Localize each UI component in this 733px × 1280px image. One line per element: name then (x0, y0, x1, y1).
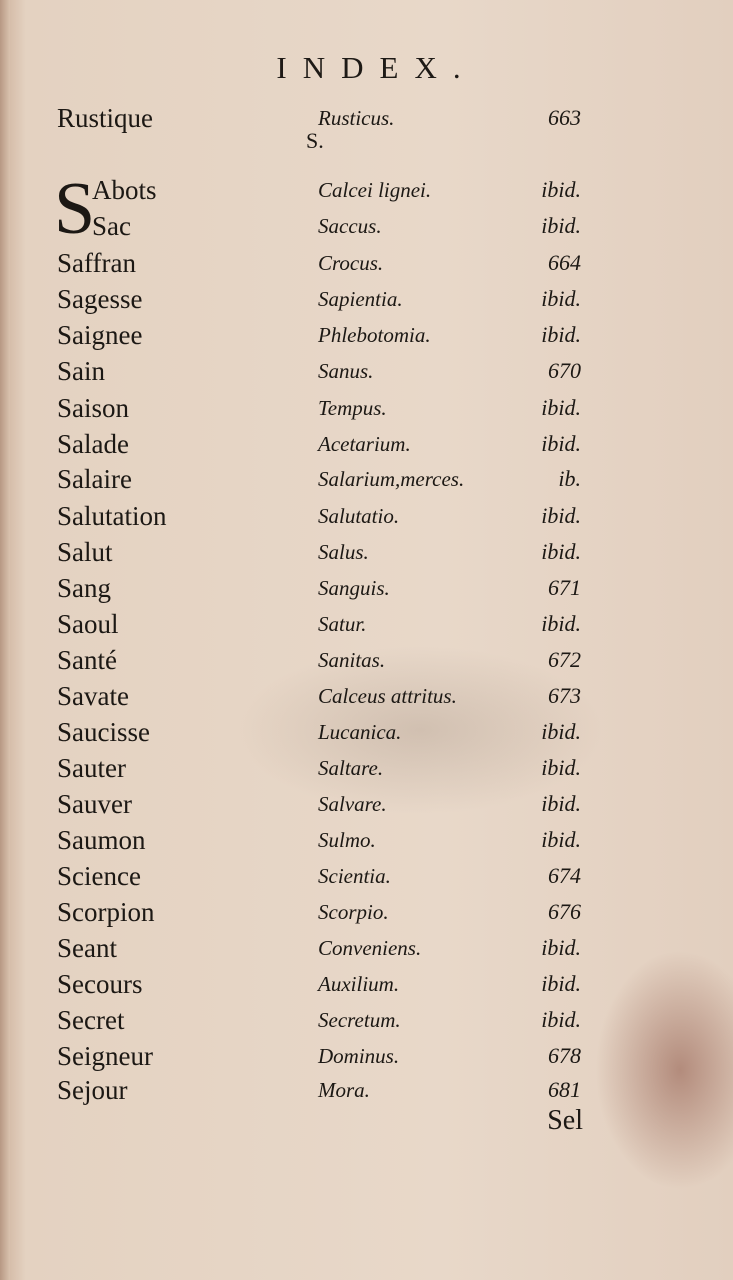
index-entry (0, 750, 733, 786)
index-entry (0, 172, 733, 208)
latin-term: Salvare. (318, 792, 387, 816)
page-reference: ibid. (541, 213, 581, 238)
page-reference: 672 (548, 647, 581, 672)
french-term: Saison (57, 393, 130, 423)
latin-term: Scientia. (318, 864, 391, 888)
latin-term: Calceus attritus. (318, 684, 457, 708)
french-term: Savate (57, 681, 129, 711)
latin-term: Tempus. (318, 396, 387, 420)
latin-term: Conveniens. (318, 936, 422, 960)
page-reference: 681 (548, 1077, 581, 1102)
page-reference: ibid. (541, 827, 581, 852)
latin-term: Sanguis. (318, 576, 390, 600)
french-term: Saoul (57, 609, 119, 639)
page-reference: 678 (548, 1043, 581, 1068)
latin-term: Sulmo. (318, 828, 376, 852)
french-term: Abots (92, 175, 157, 205)
latin-term: Lucanica. (318, 720, 402, 744)
page-reference: ibid. (541, 539, 581, 564)
index-entry (0, 606, 733, 642)
index-entry (0, 390, 733, 426)
index-entry (0, 534, 733, 570)
latin-term: Saccus. (318, 214, 382, 238)
latin-term: Sanus. (318, 359, 374, 383)
french-term: Sac (92, 211, 131, 241)
french-term: Saumon (57, 825, 146, 855)
latin-term: Satur. (318, 612, 367, 636)
index-entry (0, 281, 733, 317)
index-entry (0, 208, 733, 244)
page-reference: 676 (548, 899, 581, 924)
catchword: Sel (547, 1105, 583, 1136)
index-entry (0, 353, 733, 389)
french-term: Saignee (57, 320, 143, 350)
page-reference: ibid. (541, 177, 581, 202)
page-reference: 670 (548, 358, 581, 383)
page-reference: 673 (548, 683, 581, 708)
index-entry (0, 786, 733, 822)
french-term: Sagesse (57, 284, 143, 314)
page-reference: 663 (548, 105, 581, 130)
section-letter: S. (306, 128, 324, 153)
french-term: Salutation (57, 501, 167, 531)
index-entry (0, 714, 733, 750)
french-term: Saucisse (57, 717, 150, 747)
index-entry (0, 678, 733, 714)
page-reference: ibid. (541, 935, 581, 960)
index-entry (0, 822, 733, 858)
index-entry (0, 498, 733, 534)
index-entry (0, 894, 733, 930)
page-reference: ibid. (541, 322, 581, 347)
latin-term: Acetarium. (318, 432, 411, 456)
page-reference: 664 (548, 250, 581, 275)
latin-term: Saltare. (318, 756, 384, 780)
page-reference: ib. (558, 466, 581, 491)
page-reference: 671 (548, 575, 581, 600)
french-term: Salut (57, 537, 113, 567)
page-reference: ibid. (541, 611, 581, 636)
latin-term: Phlebotomia. (318, 323, 431, 347)
french-term: Science (57, 861, 141, 891)
latin-term: Scorpio. (318, 900, 389, 924)
french-term: Santé (57, 645, 117, 675)
page-reference: ibid. (541, 755, 581, 780)
french-term: Secours (57, 969, 143, 999)
latin-term: Crocus. (318, 251, 384, 275)
index-entry (0, 1072, 733, 1108)
index-entry (0, 930, 733, 966)
french-term: Seant (57, 933, 117, 963)
drop-cap: S (54, 168, 96, 250)
latin-term: Sapientia. (318, 287, 403, 311)
index-entry (0, 1002, 733, 1038)
page-reference: ibid. (541, 431, 581, 456)
index-entry (0, 642, 733, 678)
latin-term: Salarium,merces. (318, 467, 465, 491)
index-entry (0, 461, 733, 497)
latin-term: Salutatio. (318, 504, 400, 528)
french-term: Saffran (57, 248, 136, 278)
index-entry (0, 1038, 733, 1074)
page-reference: ibid. (541, 286, 581, 311)
page-reference: ibid. (541, 971, 581, 996)
french-term: Sain (57, 356, 106, 386)
index-entry (0, 245, 733, 281)
page-header: INDEX. (276, 50, 477, 85)
page-reference: ibid. (541, 719, 581, 744)
latin-term: Sanitas. (318, 648, 386, 672)
page-reference: ibid. (541, 503, 581, 528)
latin-term: Mora. (318, 1078, 370, 1102)
french-term: Salaire (57, 464, 132, 494)
french-term: Secret (57, 1005, 125, 1035)
latin-term: Salus. (318, 540, 369, 564)
index-entry (0, 426, 733, 462)
index-entry (0, 966, 733, 1002)
french-term: Scorpion (57, 897, 155, 927)
french-term: Sauver (57, 789, 132, 819)
latin-term: Auxilium. (318, 972, 400, 996)
page-reference: ibid. (541, 395, 581, 420)
page-reference: ibid. (541, 791, 581, 816)
french-term: Rustique (57, 103, 154, 133)
index-entry (0, 100, 733, 136)
index-entry (0, 317, 733, 353)
french-term: Seigneur (57, 1041, 153, 1071)
latin-term: Calcei lignei. (318, 178, 432, 202)
french-term: Salade (57, 429, 129, 459)
latin-term: Dominus. (318, 1044, 400, 1068)
index-entry (0, 858, 733, 894)
french-term: Sauter (57, 753, 126, 783)
latin-term: Rusticus. (318, 106, 395, 130)
page-reference: ibid. (541, 1007, 581, 1032)
index-entry (0, 570, 733, 606)
french-term: Sejour (57, 1075, 128, 1105)
french-term: Sang (57, 573, 111, 603)
latin-term: Secretum. (318, 1008, 401, 1032)
page-reference: 674 (548, 863, 581, 888)
